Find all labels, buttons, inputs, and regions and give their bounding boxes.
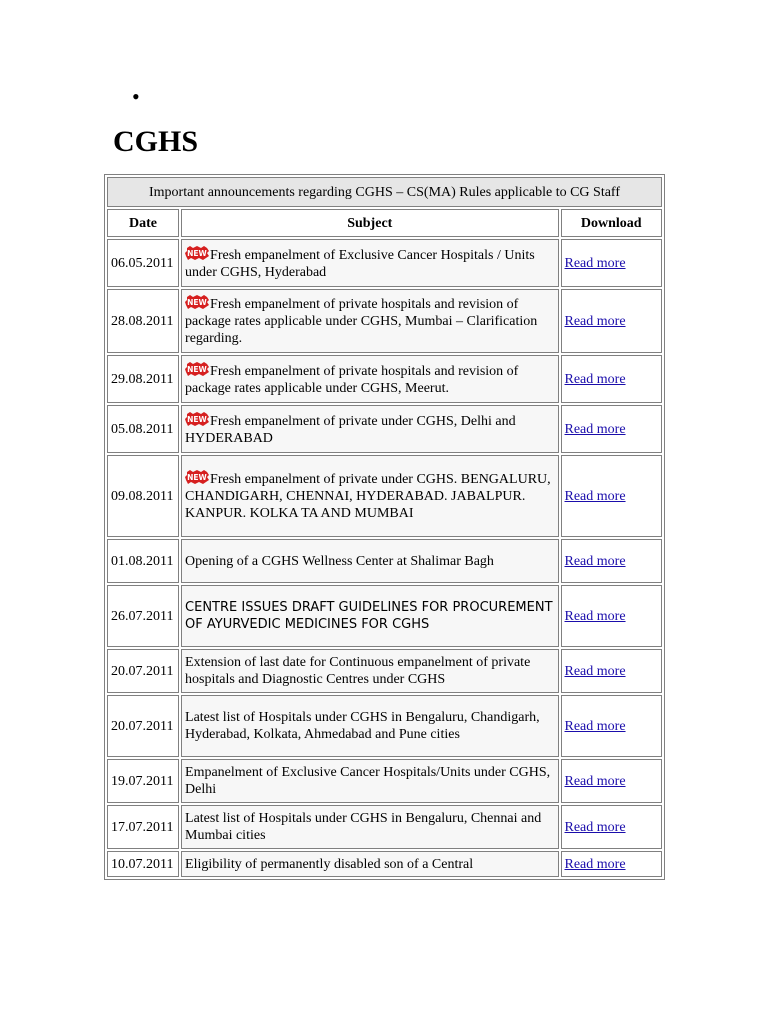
table-row bbox=[107, 539, 662, 583]
page-title: CGHS bbox=[113, 125, 199, 158]
table-row bbox=[107, 805, 662, 849]
table-row bbox=[107, 239, 662, 287]
read-more-link[interactable]: Read more bbox=[564, 608, 626, 624]
row-date: 10.07.2011 bbox=[107, 851, 179, 877]
table-row bbox=[107, 695, 662, 757]
row-subject: Fresh empanelment of private hospitals and revision of package rates applicable under CGHS, Mumbai – Clarification regarding. bbox=[185, 297, 538, 346]
table-row bbox=[107, 455, 662, 537]
row-subject-cell bbox=[181, 805, 558, 849]
row-date: 20.07.2011 bbox=[107, 695, 179, 757]
row-subject-cell bbox=[181, 695, 558, 757]
row-date: 01.08.2011 bbox=[107, 539, 179, 583]
row-subject: Eligibility of permanently disabled son of a Central bbox=[185, 856, 474, 872]
new-starburst-icon bbox=[185, 246, 209, 260]
read-more-link[interactable]: Read more bbox=[564, 421, 626, 437]
read-more-link[interactable]: Read more bbox=[564, 313, 626, 329]
row-subject: Fresh empanelment of private under CGHS, Delhi and HYDERABAD bbox=[185, 413, 516, 446]
column-header-subject: Subject bbox=[181, 209, 558, 237]
row-subject: Fresh empanelment of private hospitals and revision of package rates applicable under CGHS, Meerut. bbox=[185, 363, 519, 396]
row-download-cell bbox=[561, 405, 663, 453]
row-subject-cell bbox=[181, 239, 558, 287]
table-row bbox=[107, 759, 662, 803]
row-download-cell bbox=[561, 239, 663, 287]
read-more-link[interactable]: Read more bbox=[564, 553, 626, 569]
row-download-cell bbox=[561, 695, 663, 757]
table-row bbox=[107, 289, 662, 353]
new-starburst-icon bbox=[185, 470, 209, 484]
row-date: 26.07.2011 bbox=[107, 585, 179, 647]
row-download-cell bbox=[561, 649, 663, 693]
row-download-cell bbox=[561, 289, 663, 353]
row-download-cell bbox=[561, 355, 663, 403]
row-download-cell bbox=[561, 585, 663, 647]
row-subject: Fresh empanelment of Exclusive Cancer Hospitals / Units under CGHS, Hyderabad bbox=[185, 247, 535, 280]
row-date: 20.07.2011 bbox=[107, 649, 179, 693]
read-more-link[interactable]: Read more bbox=[564, 819, 626, 835]
row-download-cell bbox=[561, 851, 663, 877]
table-row bbox=[107, 405, 662, 453]
read-more-link[interactable]: Read more bbox=[564, 488, 626, 504]
read-more-link[interactable]: Read more bbox=[564, 773, 626, 789]
announcements-table bbox=[104, 174, 665, 880]
row-subject-cell bbox=[181, 405, 558, 453]
row-subject: Latest list of Hospitals under CGHS in Bengaluru, Chennai and Mumbai cities bbox=[185, 811, 542, 843]
row-subject-cell bbox=[181, 455, 558, 537]
row-date: 19.07.2011 bbox=[107, 759, 179, 803]
row-subject-cell bbox=[181, 355, 558, 403]
table-row bbox=[107, 585, 662, 647]
list-bullet: • bbox=[132, 84, 140, 109]
row-download-cell bbox=[561, 455, 663, 537]
row-date: 29.08.2011 bbox=[107, 355, 179, 403]
new-starburst-icon bbox=[185, 295, 209, 309]
new-starburst-icon bbox=[185, 362, 209, 376]
row-subject: Latest list of Hospitals under CGHS in Bengaluru, Chandigarh, Hyderabad, Kolkata, Ahmedabad and Pune cities bbox=[185, 710, 540, 742]
table-row bbox=[107, 355, 662, 403]
row-subject-cell bbox=[181, 585, 558, 647]
row-subject-cell bbox=[181, 759, 558, 803]
row-subject: Extension of last date for Continuous empanelment of private hospitals and Diagnostic Centres under CGHS bbox=[185, 655, 531, 687]
row-date: 28.08.2011 bbox=[107, 289, 179, 353]
row-download-cell bbox=[561, 805, 663, 849]
row-download-cell bbox=[561, 539, 663, 583]
row-subject-cell bbox=[181, 649, 558, 693]
row-download-cell bbox=[561, 759, 663, 803]
row-date: 05.08.2011 bbox=[107, 405, 179, 453]
table-caption: Important announcements regarding CGHS – CS(MA) Rules applicable to CG Staff bbox=[107, 177, 662, 207]
row-subject: Fresh empanelment of private under CGHS. BENGALURU, CHANDIGARH, CHENNAI, HYDERABAD. JABALPUR. KANPUR. KOLKA TA AND MUMBAI bbox=[185, 472, 551, 521]
read-more-link[interactable]: Read more bbox=[564, 718, 626, 734]
row-date: 06.05.2011 bbox=[107, 239, 179, 287]
read-more-link[interactable]: Read more bbox=[564, 255, 626, 271]
row-subject: Opening of a CGHS Wellness Center at Shalimar Bagh bbox=[185, 553, 494, 569]
row-date: 09.08.2011 bbox=[107, 455, 179, 537]
row-subject: CENTRE ISSUES DRAFT GUIDELINES FOR PROCUREMENT OF AYURVEDIC MEDICINES FOR CGHS bbox=[185, 600, 553, 632]
column-header-download: Download bbox=[561, 209, 663, 237]
read-more-link[interactable]: Read more bbox=[564, 663, 626, 679]
read-more-link[interactable]: Read more bbox=[564, 856, 626, 872]
row-subject-cell bbox=[181, 851, 558, 877]
row-subject-cell bbox=[181, 289, 558, 353]
row-date: 17.07.2011 bbox=[107, 805, 179, 849]
read-more-link[interactable]: Read more bbox=[564, 371, 626, 387]
table-row bbox=[107, 649, 662, 693]
row-subject-cell bbox=[181, 539, 558, 583]
row-subject: Empanelment of Exclusive Cancer Hospitals/Units under CGHS, Delhi bbox=[185, 765, 551, 797]
new-starburst-icon bbox=[185, 412, 209, 426]
column-header-date: Date bbox=[107, 209, 179, 237]
table-row bbox=[107, 851, 662, 877]
